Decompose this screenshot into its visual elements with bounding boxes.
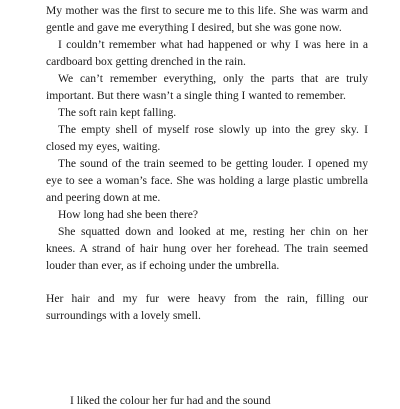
- paragraph-8: She squatted down and looked at me, resting her chin on her knees. A strand of hair hung over her forehead. The train seemed louder than ever, as if echoing under the umbrella.: [46, 225, 368, 272]
- paragraph-6: The sound of the train seemed to be getting louder. I opened my eye to see a woman’s face. She was holding a large plastic umbrella and peering down at me.: [46, 157, 368, 204]
- body-text: [46, 2, 368, 324]
- paragraph-4: The soft rain kept falling.: [58, 106, 177, 119]
- paragraph-3: We can’t remember everything, only the parts that are truly important. But there wasn’t a single thing I wanted to remember.: [46, 72, 368, 102]
- paragraph-1: My mother was the first to secure me to this life. She was warm and gentle and gave me everything I desired, but she was gone now.: [46, 4, 368, 34]
- cut-off-line: I liked the colour her fur had and the sound: [70, 394, 271, 407]
- paragraph-after-break: Her hair and my fur were heavy from the rain, filling our surroundings with a lovely smell.: [46, 292, 368, 322]
- paragraph-2: I couldn’t remember what had happened or why I was here in a cardboard box getting drenched in the rain.: [46, 38, 368, 68]
- scene-break: [46, 274, 368, 290]
- paragraph-5: The empty shell of myself rose slowly up into the grey sky. I closed my eyes, waiting.: [46, 123, 368, 153]
- paragraph-7: How long had she been there?: [58, 208, 199, 221]
